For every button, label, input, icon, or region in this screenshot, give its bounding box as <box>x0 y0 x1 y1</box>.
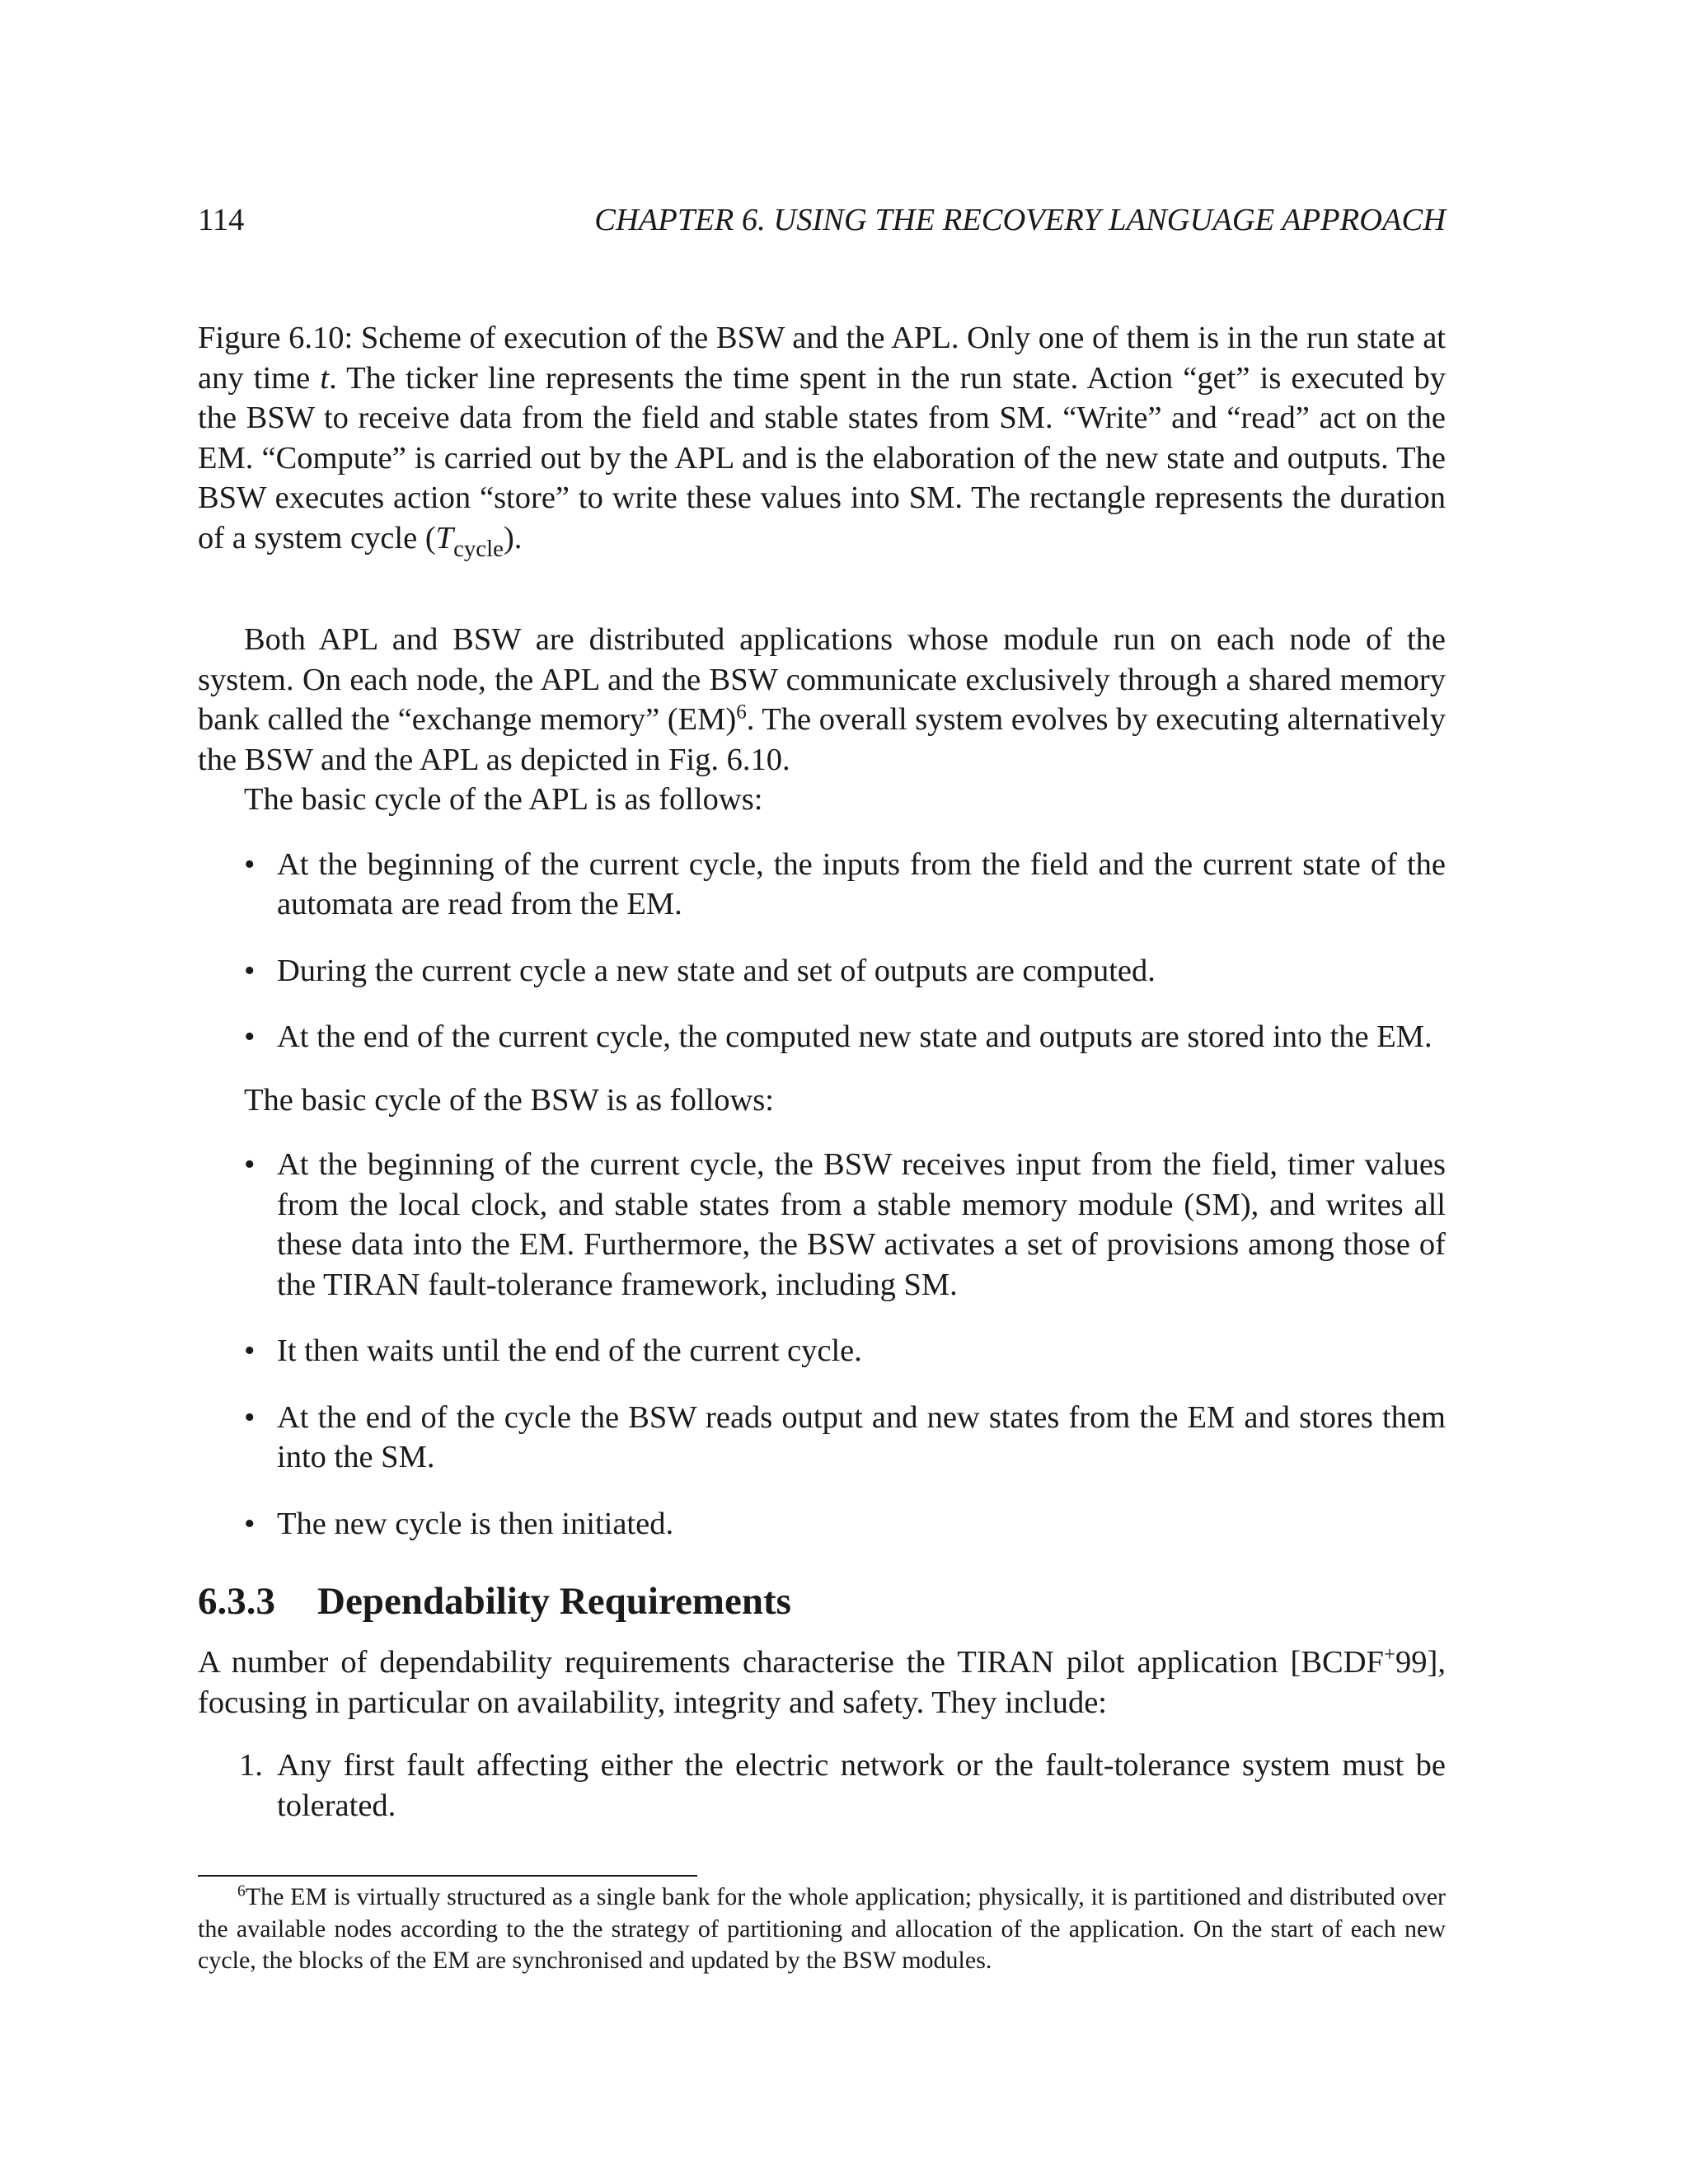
document-page <box>198 0 1446 2184</box>
bullet-icon: • <box>244 1399 256 1435</box>
figure-caption-text <box>198 318 1446 562</box>
list-item <box>198 845 1446 925</box>
list-item <box>198 1331 1446 1371</box>
apl-intro: The basic cycle of the APL is as follows: <box>244 782 763 817</box>
bullet-icon: • <box>244 846 256 882</box>
list-item <box>198 951 1446 991</box>
section-number: 6.3.3 <box>198 1580 275 1623</box>
section-title: Dependability Requirements <box>317 1580 791 1623</box>
list-item-text: During the current cycle a new state and set of outputs are computed. <box>277 953 1156 988</box>
intro-text-after: . The overall system evolves by executing alternatively the BSW and the APL as depicted in Fig. 6.10. <box>198 702 1446 777</box>
caption-part-1: Figure 6.10: Scheme of execution of the BSW and the APL. Only one of them is in the run state at any time <box>198 321 1446 396</box>
page-number: 114 <box>198 203 245 237</box>
footnote-marker: 6 <box>237 1882 246 1900</box>
list-item-text: At the beginning of the current cycle, the BSW receives input from the field, timer values from the local clock, and stable states from a stable memory module (SM), and writes all these data into the EM. Furthermore, the BSW activates a set of provisions among those of the TIRAN fault-tolerance framework, including SM. <box>277 1147 1446 1302</box>
bullet-icon: • <box>244 953 256 988</box>
running-head: CHAPTER 6. USING THE RECOVERY LANGUAGE APPROACH <box>594 203 1446 237</box>
footnote <box>198 1882 1446 1977</box>
list-item <box>198 1398 1446 1478</box>
list-item-text: At the beginning of the current cycle, the inputs from the field and the current state of the automata are read from the EM. <box>277 846 1446 921</box>
section-intro-before: A number of dependability requirements characterise the TIRAN pilot application [BCDF <box>198 1645 1384 1680</box>
caption-part-3: ). <box>503 520 523 555</box>
page-header <box>198 200 1446 241</box>
figure-caption <box>198 318 1446 562</box>
body-text <box>198 620 1446 1825</box>
section-intro-after: 99], focusing in particular on availability, integrity and safety. They include: <box>198 1645 1446 1720</box>
list-item <box>198 1145 1446 1305</box>
list-item-text: At the end of the current cycle, the computed new state and outputs are stored into the EM. <box>277 1019 1432 1054</box>
list-item-text: Any first fault affecting either the electric network or the fault-tolerance system must be tolerated. <box>277 1748 1446 1823</box>
footnote-reference[interactable]: 6 <box>736 701 747 724</box>
caption-part-2: . The ticker line represents the time spent in the run state. Action “get” is executed by the BSW to receive data from the field and stable states from SM. “Write” and “read” act on the EM. “Compute” is carried out by the APL and is the elaboration of the new state and outputs. The BSW executes action “store” to write these values into SM. The rectangle represents the duration of a system cycle ( <box>198 360 1446 555</box>
section-intro <box>198 1643 1446 1722</box>
bullet-icon: • <box>244 1333 256 1368</box>
bsw-cycle-list <box>198 1145 1446 1544</box>
bullet-icon: • <box>244 1147 256 1182</box>
list-item-text: It then waits until the end of the current cycle. <box>277 1333 862 1368</box>
list-item <box>198 1746 1446 1825</box>
footnote-text: The EM is virtually structured as a single bank for the whole application; physically, it is partitioned and distributed over the available nodes according to the the strategy of partitioning and allocation of the application. On the start of each new cycle, the blocks of the EM are synchronised and updated by the BSW modules. <box>198 1883 1446 1974</box>
list-item <box>198 1017 1446 1057</box>
list-item-text: The new cycle is then initiated. <box>277 1506 674 1541</box>
caption-var-t: t <box>320 360 330 396</box>
caption-var-subscript: cycle <box>453 535 504 562</box>
list-item-text: At the end of the cycle the BSW reads output and new states from the EM and stores them into the SM. <box>277 1399 1446 1474</box>
caption-var-T: T <box>435 520 454 555</box>
bullet-icon: • <box>244 1019 256 1054</box>
intro-paragraph <box>198 620 1446 780</box>
intro-text-before: Both APL and BSW are distributed applications whose module run on each node of the system. On each node, the APL and the BSW communicate exclusively through a shared memory bank called the “exchange memory” (EM) <box>198 622 1446 737</box>
list-item <box>198 1504 1446 1544</box>
list-item-number: 1. <box>239 1748 263 1783</box>
requirements-list <box>198 1746 1446 1825</box>
footnote-divider <box>198 1875 697 1877</box>
bsw-intro: The basic cycle of the BSW is as follows: <box>244 1082 774 1118</box>
section-heading <box>198 1578 1446 1624</box>
citation-superscript: + <box>1383 1643 1396 1666</box>
apl-cycle-list <box>198 845 1446 1057</box>
bullet-icon: • <box>244 1506 256 1541</box>
